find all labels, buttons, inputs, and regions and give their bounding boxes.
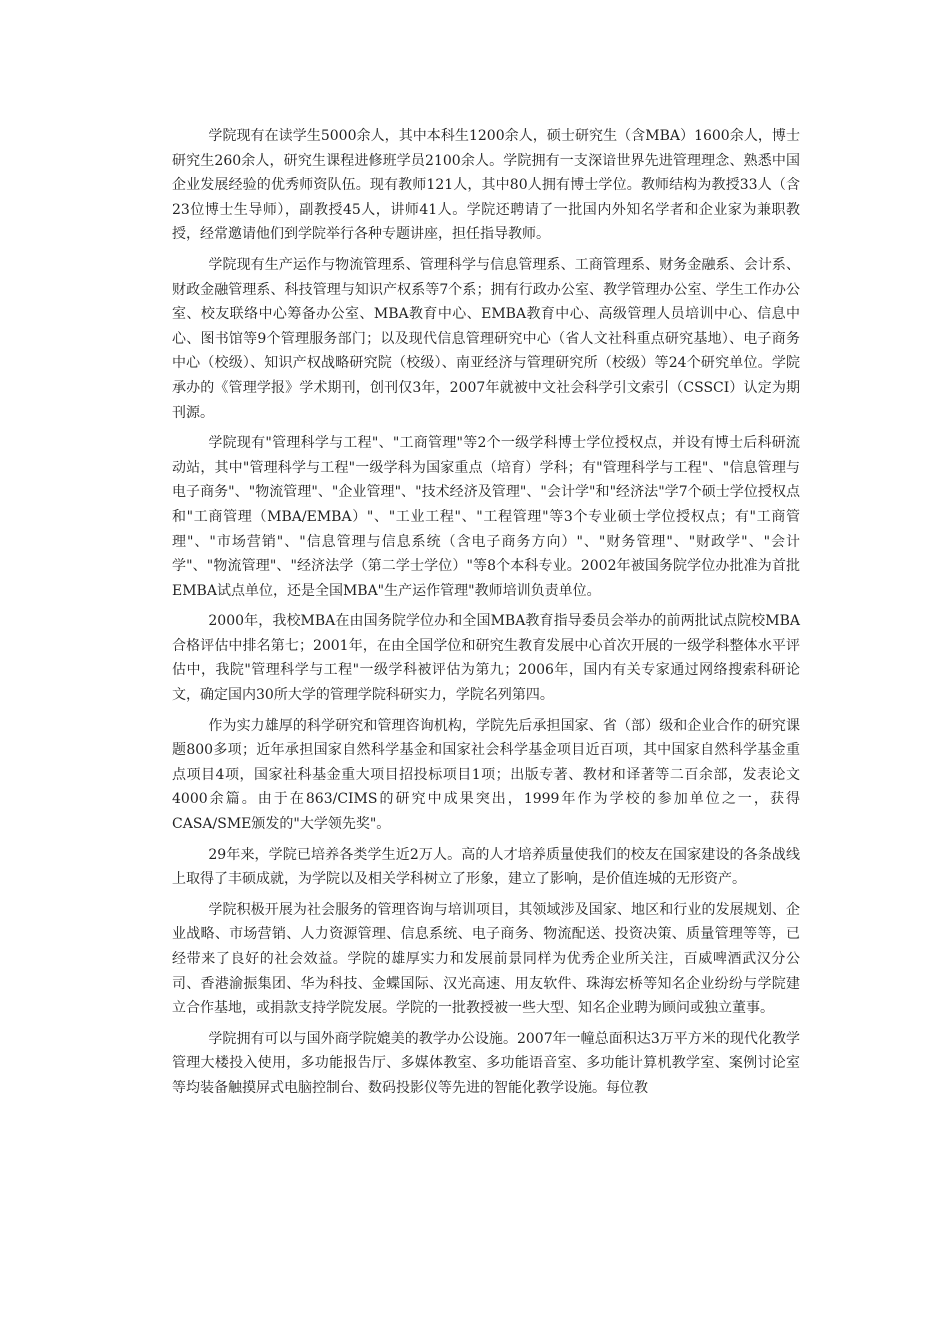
paragraph-students-faculty: 学院现有在读学生5000余人，其中本科生1200余人，硕士研究生（含MBA）1600余人，博士研究生260余人，研究生课程进修班学员2100余人。学院拥有一支深谙世界先进管理理念、熟悉中国企业发展经验的优秀师资队伍。现有教师121人，其中80人拥有博士学位。教师结构为教授33人（含23位博士生导师），副教授45人，讲师41人。学院还聘请了一批国内外知名学者和企业家为兼职教授，经常邀请他们到学院举行各种专题讲座，担任指导教师。 — [172, 128, 800, 243]
paragraph-facilities: 学院拥有可以与国外商学院媲美的教学办公设施。2007年一幢总面积达3万平方米的现代化教学管理大楼投入使用，多功能报告厅、多媒体教室、多功能语音室、多功能计算机教学室、案例讨论室等均装备触摸屏式电脑控制台、数码投影仪等先进的智能化教学设施。每位教 — [172, 1030, 800, 1096]
paragraph-research: 作为实力雄厚的科学研究和管理咨询机构，学院先后承担国家、省（部）级和企业合作的研究课题800多项；近年承担国家自然科学基金和国家社会科学基金项目近百项，其中国家自然科学基金重点项目4项，国家社科基金重大项目招投标项目1项；出版专著、教材和译著等二百余部，发表论文4000余篇。由于在863/CIMS的研究中成果突出，1999年作为学校的参加单位之一，获得CASA/SME颁发的"大学领先奖"。 — [172, 717, 800, 833]
paragraph-alumni: 29年来，学院已培养各类学生近2万人。高的人才培养质量使我们的校友在国家建设的各条战线上取得了丰硕成就，为学院以及相关学科树立了形象，建立了影响，是价值连城的无形资产。 — [172, 846, 800, 888]
paragraph-departments: 学院现有生产运作与物流管理系、管理科学与信息管理系、工商管理系、财务金融系、会计系、财政金融管理系、科技管理与知识产权系等7个系；拥有行政办公室、教学管理办公室、学生工作办公室、校友联络中心筹备办公室、MBA教育中心、EMBA教育中心、高级管理人员培训中心、信息中心、图书馆等9个管理服务部门；以及现代信息管理研究中心（省人文社科重点研究基地）、电子商务中心（校级）、知识产权战略研究院（校级）、南亚经济与管理研究所（校级）等24个研究单位。学院承办的《管理学报》学术期刊，创刊仅3年，2007年就被中文社会科学引文索引（CSSCI）认定为期刊源。 — [172, 256, 800, 421]
paragraph-rankings: 2000年，我校MBA在由国务院学位办和全国MBA教育指导委员会举办的前两批试点院校MBA合格评估中排名第七；2001年，在由全国学位和研究生教育发展中心首次开展的一级学科整体水平评估中，我院"管理科学与工程"一级学科被评估为第九；2006年，国内有关专家通过网络搜索科研论文，确定国内30所大学的管理学院科研实力，学院名列第四。 — [172, 613, 800, 704]
paragraph-consulting: 学院积极开展为社会服务的管理咨询与培训项目，其领域涉及国家、地区和行业的发展规划、企业战略、市场营销、人力资源管理、信息系统、电子商务、物流配送、投资决策、质量管理等等，已经带来了良好的社会效益。学院的雄厚实力和发展前景同样为优秀企业所关注，百威啤酒武汉分公司、香港渝振集团、华为科技、金蝶国际、汉光高速、用友软件、珠海宏桥等知名企业纷纷与学院建立合作基地，或捐款支持学院发展。学院的一批教授被一些大型、知名企业聘为顾问或独立董事。 — [172, 901, 800, 1017]
document-body — [172, 124, 800, 1107]
paragraph-degree-programs: 学院现有"管理科学与工程"、"工商管理"等2个一级学科博士学位授权点，并设有博士后科研流动站，其中"管理科学与工程"一级学科为国家重点（培育）学科；有"管理科学与工程"、"信息管理与电子商务"、"物流管理"、"企业管理"、"技术经济及管理"、"会计学"和"经济法"学7个硕士学位授权点和"工商管理（MBA/EMBA）"、"工业工程"、"工程管理"等3个专业硕士学位授权点；有"工商管理"、"市场营销"、"信息管理与信息系统（含电子商务方向）"、"财务管理"、"财政学"、"会计学"、"物流管理"、"经济法学（第二学士学位）"等8个本科专业。2002年被国务院学位办批准为首批EMBA试点单位，还是全国MBA"生产运作管理"教师培训负责单位。 — [172, 435, 800, 599]
